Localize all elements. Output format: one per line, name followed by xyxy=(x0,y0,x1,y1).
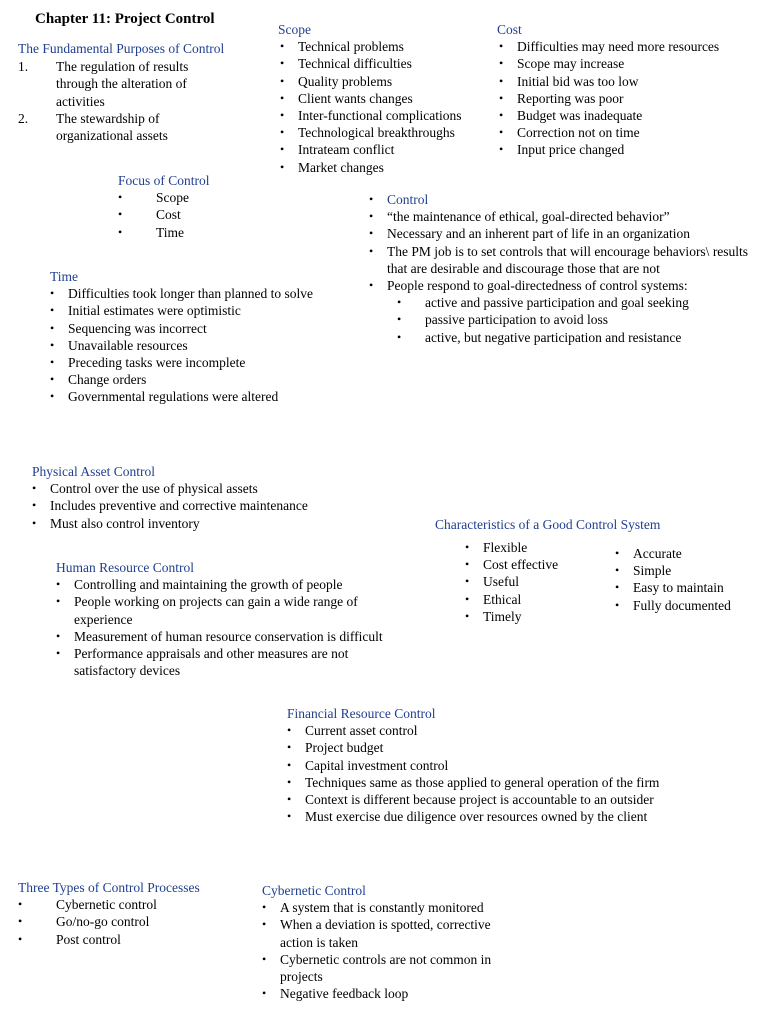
list-item: • Technological breakthroughs xyxy=(278,124,488,141)
list-item: • Includes preventive and corrective maintenance xyxy=(30,497,350,514)
list-item: • Difficulties may need more resources xyxy=(497,38,762,55)
list-item: • Scope may increase xyxy=(497,55,762,72)
list-item: • Inter-functional complications xyxy=(278,107,488,124)
list-item: • Technical problems xyxy=(278,38,488,55)
list-item: • Intrateam conflict xyxy=(278,141,488,158)
list-item: • Input price changed xyxy=(497,141,762,158)
list-item: • Current asset control xyxy=(285,722,755,739)
list-item: • Difficulties took longer than planned to solve xyxy=(48,285,348,302)
scope-heading: Scope xyxy=(278,22,311,37)
list-item: • Quality problems xyxy=(278,73,488,90)
list-item: • Context is different because project is accountable to an outsider xyxy=(285,791,755,808)
list-item: • Negative feedback loop xyxy=(260,985,520,1002)
list-item: • The PM job is to set controls that will encourage behaviors\ results that are desirable and discourage those that are not xyxy=(367,243,762,277)
list-item: • Measurement of human resource conservation is difficult xyxy=(54,628,394,645)
list-item: • Correction not on time xyxy=(497,124,762,141)
characteristics-heading: Characteristics of a Good Control System xyxy=(435,517,661,532)
list-item: • Cybernetic controls are not common in projects xyxy=(260,951,520,985)
list-item: • passive participation to avoid loss xyxy=(387,311,762,328)
list-item: • Governmental regulations were altered xyxy=(48,388,348,405)
list-item: • A system that is constantly monitored xyxy=(260,899,520,916)
list-item: • Fully documented xyxy=(613,597,763,614)
physical-section xyxy=(30,463,350,532)
list-item: • Cost xyxy=(118,206,268,223)
characteristics-right xyxy=(613,545,763,614)
list-item: • Controlling and maintaining the growth of people xyxy=(54,576,394,593)
three-types-section xyxy=(18,879,248,948)
list-item: • Must also control inventory xyxy=(30,515,350,532)
list-item: • “the maintenance of ethical, goal-directed behavior” xyxy=(367,208,762,225)
list-item: • Initial estimates were optimistic xyxy=(48,302,348,319)
list-item: 1. The regulation of results through the alteration of activities xyxy=(18,59,189,109)
list-item: • Accurate xyxy=(613,545,763,562)
financial-section xyxy=(285,705,755,825)
list-item: • active, but negative participation and resistance xyxy=(387,329,762,346)
time-section xyxy=(48,268,348,406)
list-item: • Initial bid was too low xyxy=(497,73,762,90)
list-item: • Client wants changes xyxy=(278,90,488,107)
list-item: • Capital investment control xyxy=(285,757,755,774)
scope-section xyxy=(278,21,488,176)
list-item: • People respond to goal-directedness of control systems: xyxy=(367,277,762,294)
control-heading-item: • Control xyxy=(367,191,762,208)
list-item: • Sequencing was incorrect xyxy=(48,320,348,337)
list-item: • Preceding tasks were incomplete xyxy=(48,354,348,371)
focus-section xyxy=(118,172,268,241)
page-title: Chapter 11: Project Control xyxy=(35,11,215,27)
physical-heading: Physical Asset Control xyxy=(32,464,156,479)
list-item: • Go/no-go control xyxy=(18,913,248,930)
list-item: • Post control xyxy=(18,931,248,948)
list-item: • Ethical xyxy=(463,591,603,608)
list-item: • Control over the use of physical assets xyxy=(30,480,350,497)
financial-heading: Financial Resource Control xyxy=(287,706,436,721)
list-item: • Cybernetic control xyxy=(18,896,248,913)
three-types-heading: Three Types of Control Processes xyxy=(18,880,200,895)
list-item: • Technical difficulties xyxy=(278,55,488,72)
list-item: • Useful xyxy=(463,573,603,590)
list-item: • Must exercise due diligence over resources owned by the client xyxy=(285,808,755,825)
purposes-section xyxy=(18,40,268,144)
human-heading: Human Resource Control xyxy=(56,560,194,575)
list-item: • People working on projects can gain a wide range of experience xyxy=(54,593,394,627)
list-item: • Simple xyxy=(613,562,763,579)
list-item: • active and passive participation and goal seeking xyxy=(387,294,762,311)
list-item: 2. The stewardship of organizational assets xyxy=(18,110,168,144)
human-section xyxy=(54,559,394,679)
list-item: • Market changes xyxy=(278,159,488,176)
list-item: • Timely xyxy=(463,608,603,625)
characteristics-left xyxy=(463,539,603,625)
list-item: • Budget was inadequate xyxy=(497,107,762,124)
list-item: • Easy to maintain xyxy=(613,579,763,596)
time-heading: Time xyxy=(50,269,79,284)
focus-heading: Focus of Control xyxy=(118,173,210,188)
list-item: • Scope xyxy=(118,189,268,206)
cybernetic-heading: Cybernetic Control xyxy=(262,883,366,898)
list-item: • Techniques same as those applied to general operation of the firm xyxy=(285,774,755,791)
list-item: • Change orders xyxy=(48,371,348,388)
list-item: • Flexible xyxy=(463,539,603,556)
cybernetic-section xyxy=(260,882,520,1002)
list-item: • Necessary and an inherent part of life in an organization xyxy=(367,225,762,242)
list-item: • Unavailable resources xyxy=(48,337,348,354)
cost-heading: Cost xyxy=(497,22,522,37)
list-item: • Project budget xyxy=(285,739,755,756)
purposes-heading: The Fundamental Purposes of Control xyxy=(18,41,225,56)
list-item: • Time xyxy=(118,224,268,241)
list-item: • Performance appraisals and other measures are not satisfactory devices xyxy=(54,645,394,679)
list-item: • Cost effective xyxy=(463,556,603,573)
list-item: • When a deviation is spotted, corrective action is taken xyxy=(260,916,520,950)
control-section xyxy=(367,191,762,346)
list-item: • Reporting was poor xyxy=(497,90,762,107)
cost-section xyxy=(497,21,762,159)
